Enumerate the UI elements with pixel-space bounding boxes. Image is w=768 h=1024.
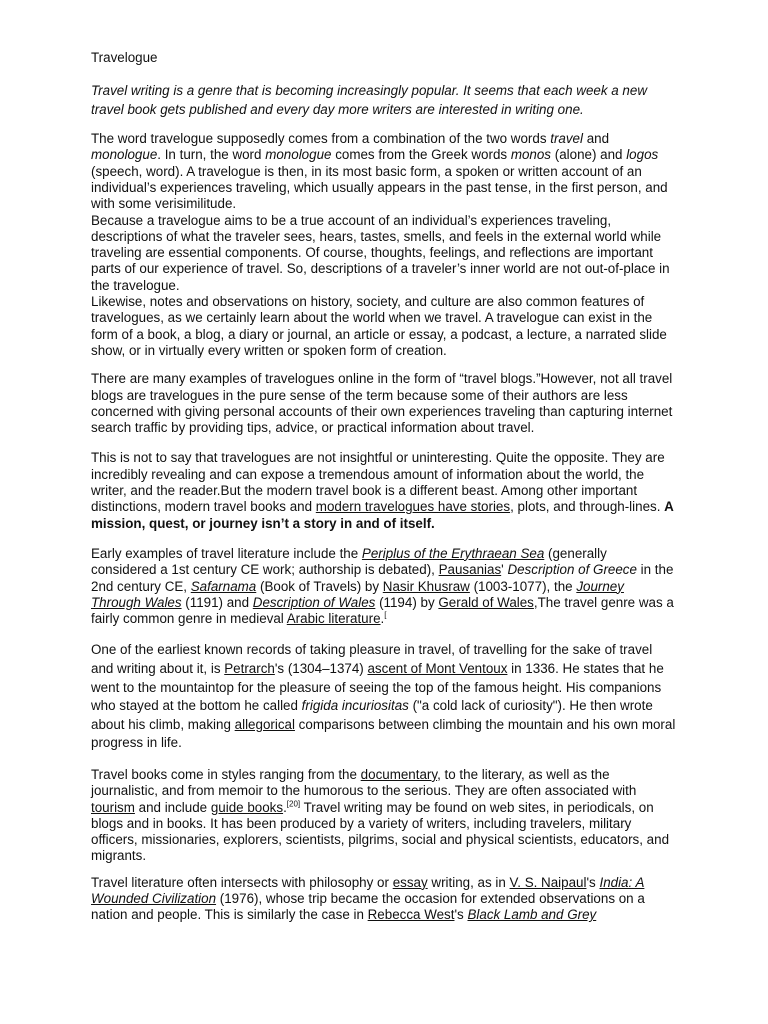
citation-superscript[interactable]: [ bbox=[384, 610, 387, 620]
paragraph-travel-blogs: There are many examples of travelogues online in the form of “travel blogs.”However, not all travel blogs are travelogues in the pure sense of the term because some of their authors are less concerned with giving personal accounts of their own experiences traveling than capturing internet search traffic by providing tips, advice, or practical information about travel. bbox=[91, 371, 673, 436]
text: Early examples of travel literature include the bbox=[91, 545, 362, 561]
link-description-of-wales[interactable]: Description of Wales bbox=[252, 594, 376, 610]
text: comparisons between climbing the mountain and his own moral progress in life. bbox=[91, 716, 676, 751]
link-rebecca-west[interactable]: Rebecca West bbox=[367, 907, 455, 923]
text: Travel books come in styles ranging from the bbox=[91, 766, 361, 782]
paragraph-philosophy bbox=[91, 875, 676, 924]
paragraph-travel-book-styles bbox=[91, 767, 676, 865]
text: (alone) and bbox=[551, 147, 627, 163]
link-petrarch[interactable]: Petrarch bbox=[224, 661, 275, 677]
text: , to the literary, as well as the journalistic, and from memoir to the humorous to the serious. They are often associated with bbox=[91, 766, 637, 799]
citation-superscript[interactable]: [20] bbox=[286, 799, 301, 809]
term-monos: monos bbox=[510, 147, 552, 163]
text: (1194) by bbox=[375, 594, 439, 610]
link-black-lamb-and-grey[interactable]: Black Lamb and Grey bbox=[467, 907, 597, 923]
title-description-of-greece: Description of Greece bbox=[507, 562, 637, 578]
text: (speech, word). A travelogue is then, in its most basic form, a spoken or written account of an individual’s experiences traveling, which usually appears in the past tense, in the first person, and with some verisimilitude. bbox=[91, 163, 668, 212]
text: ,The travel genre was a fairly common genre in medieval bbox=[91, 594, 674, 627]
text: One of the earliest known records of taking pleasure in travel, of travelling for the sake of travel and writing about it, is bbox=[91, 642, 653, 677]
text: ("a cold lack of curiosity"). He then wrote about his climb, making bbox=[91, 698, 653, 732]
paragraph-notes-observations: Likewise, notes and observations on history, society, and culture are also common features of travelogues, as we certainly learn about the world when we travel. A travelogue can exist in the form of a book, a blog, a diary or journal, an article or essay, a podcast, a lecture, a narrated slide show, or in virtually every written or spoken form of creation. bbox=[91, 294, 667, 358]
text: and bbox=[582, 131, 610, 147]
link-journey-through-wales[interactable]: Journey Through Wales bbox=[91, 578, 624, 610]
link-gerald-of-wales[interactable]: Gerald of Wales bbox=[438, 594, 534, 610]
link-ascent-mont-ventoux[interactable]: ascent of Mont Ventoux bbox=[367, 661, 508, 677]
link-safarnama[interactable]: Safarnama bbox=[190, 578, 257, 594]
link-india-a-wounded-civilization[interactable]: India: A Wounded Civilization bbox=[91, 874, 645, 907]
text: Travel literature often intersects with philosophy or bbox=[91, 874, 393, 890]
link-allegorical[interactable]: allegorical bbox=[234, 716, 295, 732]
text: (1003-1077), the bbox=[469, 578, 577, 594]
bold-statement: A mission, quest, or journey isn’t a story in and of itself. bbox=[91, 499, 674, 531]
paragraph-true-account: Because a travelogue aims to be a true account of an individual’s experiences traveling, descriptions of what the traveler sees, hears, tastes, smells, and feels in the external world while traveling are essential components. Of course, thoughts, feelings, and reflections are important parts of our experience of travel. So, descriptions of a traveler’s inner world are not out-of-place in the travelogue. bbox=[91, 212, 670, 293]
link-nasir-khusraw[interactable]: Nasir Khusraw bbox=[382, 578, 470, 594]
text: in the 2nd century CE, bbox=[91, 562, 674, 594]
text: (1191) and bbox=[181, 594, 253, 610]
text: . In turn, the word bbox=[157, 147, 266, 163]
text: and include bbox=[134, 799, 211, 815]
term-logos: logos bbox=[626, 147, 659, 163]
link-pausanias[interactable]: Pausanias bbox=[438, 562, 502, 578]
paragraph-petrarch bbox=[91, 641, 676, 753]
term-monologue: monologue bbox=[265, 147, 332, 163]
text: , plots, and through-lines. bbox=[510, 499, 665, 515]
paragraph-early-examples bbox=[91, 546, 676, 627]
text: . bbox=[380, 611, 385, 627]
link-essay[interactable]: essay bbox=[392, 874, 428, 890]
text: ' bbox=[501, 562, 508, 578]
text: 's (1304–1374) bbox=[274, 661, 368, 677]
text: The word travelogue supposedly comes from a combination of the two words bbox=[91, 131, 551, 147]
text: comes from the Greek words bbox=[331, 147, 511, 163]
document-page bbox=[91, 50, 676, 924]
term-monologue: monologue bbox=[91, 147, 158, 163]
link-arabic-literature[interactable]: Arabic literature bbox=[286, 611, 381, 627]
text: This is not to say that travelogues are not insightful or uninteresting. Quite the opposite. They are incredibly revealing and can expose a tremendous amount of information about the world, the writer, and the reader.But the modern travel book is a different beast. Among other important distinctions, modern travel books and bbox=[91, 450, 665, 515]
text: . bbox=[283, 799, 287, 815]
text: 's bbox=[586, 874, 600, 890]
text: (1976), whose trip became the occasion for extended observations on a nation and people. This is similarly the case in bbox=[91, 891, 645, 923]
paragraph-word-origin bbox=[91, 131, 676, 212]
link-modern-travelogues[interactable]: modern travelogues have stories bbox=[315, 499, 511, 515]
text: 's bbox=[454, 907, 468, 923]
link-tourism[interactable]: tourism bbox=[91, 799, 135, 815]
text: Travel writing may be found on web sites, in periodicals, on blogs and in books. It has been produced by a variety of writers, including travelers, military officers, missionaries, explorers, scientists, pilgrims, social and physical scientists, educators, and migrants. bbox=[91, 799, 670, 864]
link-guide-books[interactable]: guide books bbox=[210, 799, 284, 815]
term-travel: travel bbox=[550, 131, 583, 147]
intro-paragraph: Travel writing is a genre that is becoming increasingly popular. It seems that each week a new travel book gets published and every day more writers are interested in writing one. bbox=[91, 83, 647, 117]
text: writing, as in bbox=[427, 874, 510, 890]
link-periplus[interactable]: Periplus of the Erythraean Sea bbox=[361, 545, 545, 561]
text: (Book of Travels) by bbox=[256, 578, 383, 594]
text: in 1336. He states that he went to the mountaintop for the pleasure of seeing the top of the famous height. His companions who stayed at the bottom he called bbox=[91, 661, 664, 714]
link-documentary[interactable]: documentary bbox=[360, 766, 438, 782]
link-vs-naipaul[interactable]: V. S. Naipaul bbox=[509, 874, 587, 890]
term-frigida-incuriositas: frigida incuriositas bbox=[301, 698, 409, 714]
text: (generally considered a 1st century CE work; authorship is debated), bbox=[91, 545, 607, 578]
document-title: Travelogue bbox=[91, 50, 158, 65]
paragraph-modern-travel-book bbox=[91, 450, 676, 531]
